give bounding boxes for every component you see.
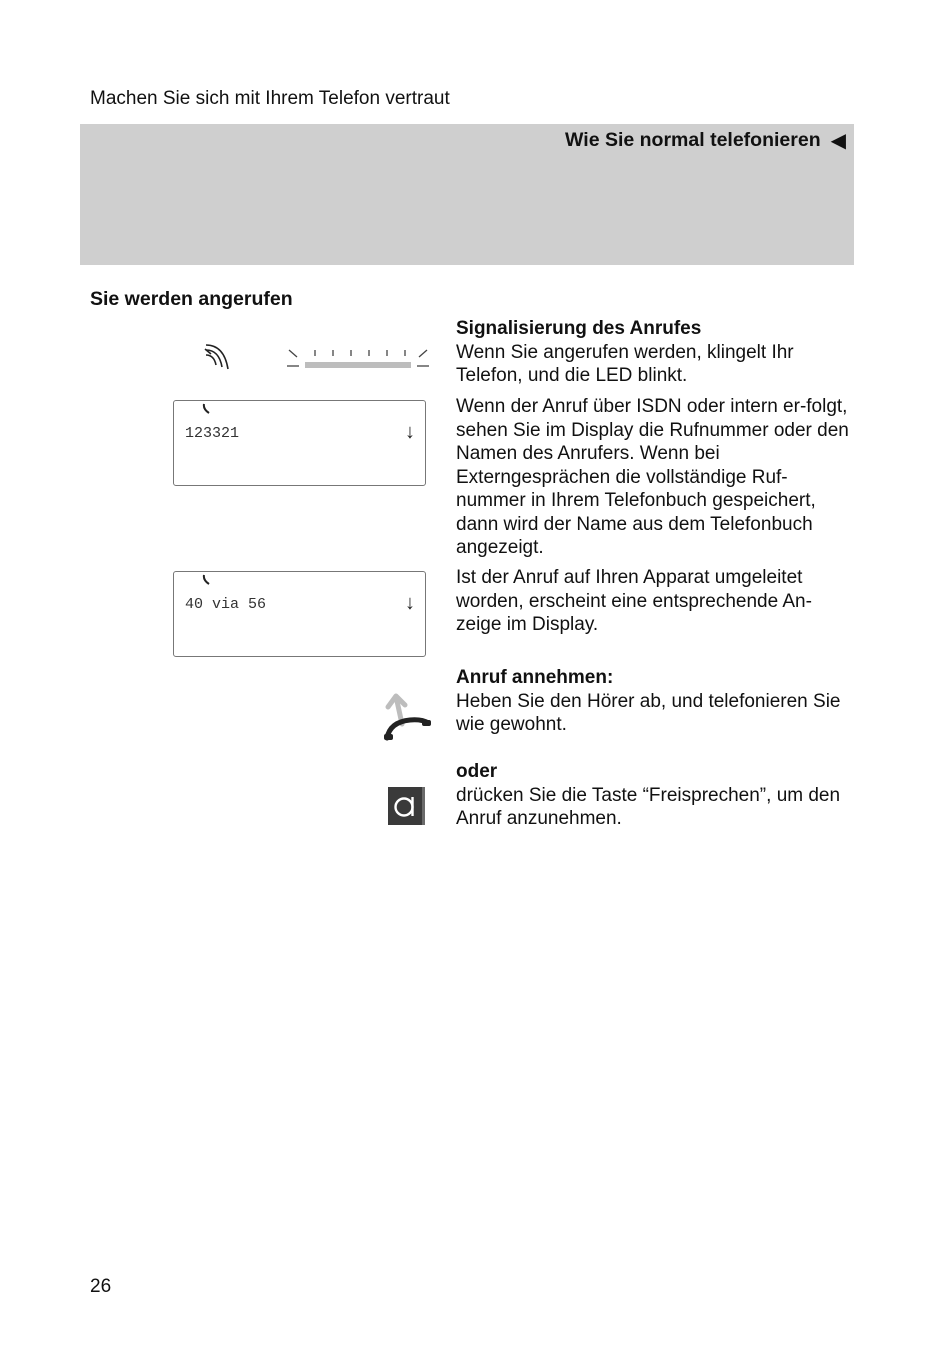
answer-block [456, 666, 856, 737]
alt-heading: oder [456, 761, 498, 782]
scroll-down-icon: ↓ [405, 421, 415, 443]
ringing-icon [200, 343, 234, 373]
page-number: 26 [90, 1276, 112, 1297]
isdn-text: Wenn der Anruf über ISDN oder intern er-folgt, sehen Sie im Display die Rufnummer oder den Namen des Anrufers. Wenn bei Externgesprächen die vollständige Ruf-nummer in Ihrem Telefonbuch gespeichert, dann wird der Name aus dem Telefonbuch angezeigt. [456, 396, 849, 558]
signal-block [456, 317, 856, 388]
lift-handset-icon [380, 692, 434, 744]
signal-heading: Signalisierung des Anrufes [456, 318, 702, 339]
section-title: Sie werden angerufen [90, 288, 293, 310]
isdn-block [456, 395, 856, 560]
redirect-block [456, 566, 856, 637]
banner-title-text: Wie Sie normal telefonieren [565, 129, 821, 151]
scroll-down-icon: ↓ [405, 592, 415, 614]
handset-small-icon [202, 403, 212, 415]
running-head: Machen Sie sich mit Ihrem Telefon vertraut [90, 88, 450, 109]
answer-text: Heben Sie den Hörer ab, und telefonieren Sie wie gewohnt. [456, 690, 841, 735]
display-number: 123321 [185, 425, 240, 442]
banner-title [565, 128, 846, 153]
lcd-display-caller-number [173, 400, 426, 486]
led-blink-icon [285, 344, 431, 372]
signal-text: Wenn Sie angerufen werden, klingelt Ihr Telefon, und die LED blinkt. [456, 341, 794, 386]
chapter-banner [80, 124, 854, 265]
left-arrow-icon: ◀ [830, 130, 846, 152]
lcd-display-redirect [173, 571, 426, 657]
answer-heading: Anruf annehmen: [456, 667, 614, 688]
handset-small-icon [202, 574, 212, 586]
redirect-text: Ist der Anruf auf Ihren Apparat umgeleitet worden, erscheint eine entsprechende An-zeige im Display. [456, 567, 812, 635]
alt-text: drücken Sie die Taste “Freisprechen”, um den Anruf anzunehmen. [456, 784, 841, 829]
display-number: 40 via 56 [185, 596, 267, 613]
speakerphone-key-icon [388, 787, 425, 825]
alt-block [456, 760, 856, 831]
